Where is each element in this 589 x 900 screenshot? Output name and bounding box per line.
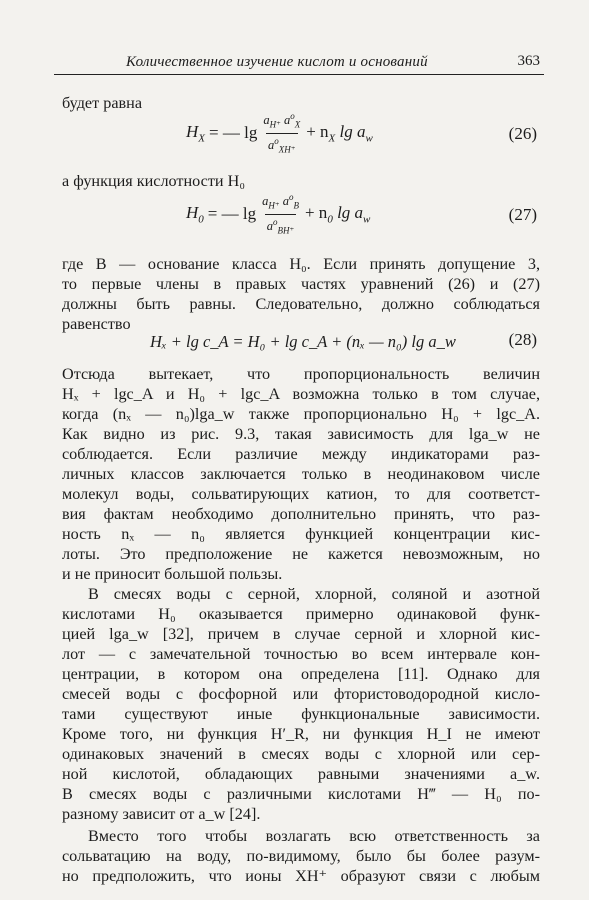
text-line: молекул воды, сольватирующих катион, то для соответст- [62, 485, 540, 503]
text-line: лоты. Это предположение не кажется невозможным, но [62, 545, 540, 563]
equation-27 [186, 191, 371, 236]
text-line: кислотами H₀ оказывается примерно одинаковой функ- [62, 605, 540, 623]
text-line: ной кислотой, обладающих равными значениями a_w. [62, 765, 540, 783]
text-line: личных классов заключается только в неодинаковом числе [62, 465, 540, 483]
eq26-tail: + $n_X$ $\lg a_w$ [306, 121, 373, 145]
eq26-fraction: $\frac{a_{H^+} a^o_X}{a^o_{XH^+}}$ [263, 110, 301, 155]
text-line: разному зависит от a_w [24]. [62, 805, 261, 823]
text-line: тами существуют иные функциональные зависимости. [62, 705, 540, 723]
text-line: должны быть равны. Следовательно, должно соблюдаться [62, 295, 540, 313]
text-line: где B — основание класса H₀. Если принять допущение 3, [62, 255, 540, 273]
text-line: ность nₓ — n₀ является функцией концентрации кис- [62, 525, 540, 543]
text-line: смесей воды с фосфорной или фтористоводородной кисло- [62, 685, 540, 703]
intro-line: будет равна [62, 94, 143, 112]
function-line: а функция кислотности H₀ [62, 172, 245, 190]
text-line: В смесях воды с серной, хлорной, соляной и азотной [88, 585, 540, 603]
text-line: то первые члены в правых частях уравнений (26) и (27) [62, 275, 540, 293]
equation-26 [186, 110, 373, 155]
eq27-lhs: $H_0$ [186, 202, 204, 226]
text-line: лот — с замечательной точностью во всем интервале кон- [62, 645, 540, 663]
text-line: цией lga_w [32], причем в случае серной и хлорной кис- [62, 625, 540, 643]
eq26-eqsign: = — lg [209, 123, 258, 142]
text-line: Как видно из рис. 9.3, такая зависимость для lga_w не [62, 425, 540, 443]
eq27-eqsign: = — lg [207, 204, 257, 223]
text-line: сольватацию на воду, по-видимому, было бы более разум- [62, 847, 540, 865]
page-number: 363 [517, 53, 540, 69]
text-line: Вместо того чтобы возлагать всю ответственность за [88, 827, 540, 845]
eq26-lhs: $H_X$ [186, 121, 206, 145]
text-line: одинаковых значений в смесях воды с хлорной или сер- [62, 745, 540, 763]
text-line: Hₓ + lgc_A и H₀ + lgc_A возможна только в том случае, [62, 385, 540, 403]
text-line: Отсюда вытекает, что пропорциональность величин [62, 365, 540, 383]
equation-number-26: (26) [508, 124, 537, 143]
text-line: центрации, в котором она определена [11]. Однако для [62, 665, 540, 683]
equation-number-28: (28) [508, 330, 537, 349]
text-line: В смесях воды с различными кислотами H‴ — H₀ по- [62, 785, 540, 803]
eq27-tail: + $n_0$ $\lg a_w$ [304, 202, 371, 226]
text-line: Кроме того, ни функция H′_R, ни функция H_I не имеют [62, 725, 540, 743]
text-line: соблюдается. Если различие между индикаторами раз- [62, 445, 540, 463]
text-line: но предположить, что ионы XH⁺ образуют связи с любым [62, 867, 540, 885]
equation-28: Hₓ + lg c_A = H₀ + lg c_A + (nₓ — n₀) lg a_w [150, 332, 456, 351]
text-line: когда (nₓ — n₀)lga_w также пропорционально H₀ + lgc_A. [62, 405, 540, 423]
running-header [54, 54, 544, 75]
equation-number-27: (27) [508, 205, 537, 224]
running-title: Количественное изучение кислот и оснований [126, 54, 428, 70]
eq27-fraction: $\frac{a_{H^+} a^o_B}{a^o_{BH^+}}$ [262, 191, 299, 236]
text-line: вия фактам необходимо дополнительно принять, что раз- [62, 505, 540, 523]
text-line: равенство [62, 315, 131, 333]
text-line: и не приносит большой пользы. [62, 565, 283, 583]
